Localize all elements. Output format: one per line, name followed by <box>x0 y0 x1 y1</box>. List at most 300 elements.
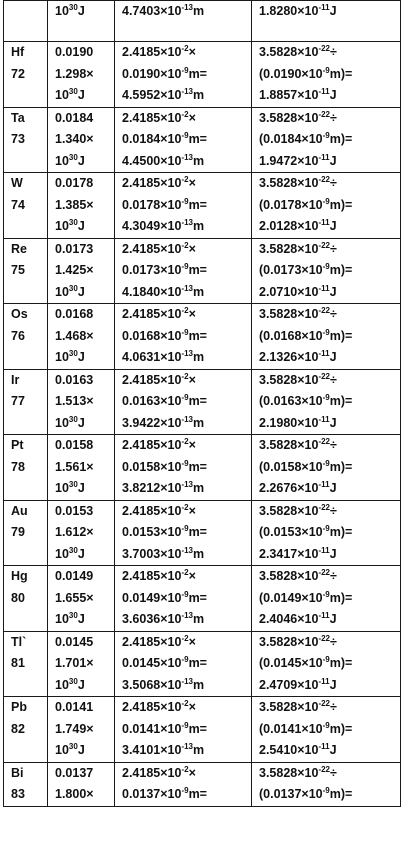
line-text: 2.4185×10 <box>122 307 182 321</box>
line-unit: ÷ <box>330 503 337 518</box>
exponent: 30 <box>68 611 78 620</box>
cell-line <box>259 151 400 173</box>
wavelength-cell <box>115 42 252 108</box>
cell-line <box>55 719 114 741</box>
exponent: 30 <box>68 87 78 96</box>
cell-line <box>122 239 251 261</box>
cell-line <box>122 784 251 806</box>
element-cell <box>4 238 48 304</box>
cell-line <box>259 282 400 304</box>
exponent: -9 <box>181 65 189 75</box>
line-unit: ÷ <box>330 110 337 125</box>
line-unit: × <box>188 110 196 125</box>
cell-line <box>259 544 400 566</box>
exponent: -2 <box>181 44 189 53</box>
line-text: 3.5828×10 <box>259 110 319 125</box>
cell-line <box>55 304 114 326</box>
exponent: -13 <box>181 152 193 162</box>
exponent: -2 <box>181 502 189 512</box>
line-unit: × <box>188 45 196 59</box>
atomic-number: 73 <box>11 132 25 146</box>
line-text: 1.749× <box>55 721 94 736</box>
exponent: -13 <box>181 545 193 555</box>
exponent: -13 <box>181 87 193 96</box>
line-text: 3.5828×10 <box>259 569 319 583</box>
energy-cell <box>252 304 401 370</box>
line-unit: J <box>329 4 337 18</box>
mass-cell <box>48 631 115 697</box>
line-text: 3.5828×10 <box>259 241 319 256</box>
exponent: -9 <box>322 262 330 271</box>
exponent: -13 <box>181 349 193 358</box>
line-text: 0.0184×10 <box>122 132 182 146</box>
cell-line <box>259 108 400 130</box>
exponent: -11 <box>318 87 330 96</box>
line-unit: m)= <box>329 66 353 81</box>
exponent: -2 <box>181 371 189 381</box>
cell-line <box>55 326 114 348</box>
line-unit: J <box>77 219 85 233</box>
line-unit: m= <box>188 394 207 408</box>
line-text: 4.0631×10 <box>122 350 182 364</box>
cell-line <box>259 588 400 610</box>
mass-cell <box>48 238 115 304</box>
element-symbol: Hf <box>11 45 25 59</box>
element-symbol: Hg <box>11 569 28 583</box>
line-unit: J <box>329 219 337 233</box>
atomic-number: 83 <box>11 787 25 801</box>
line-unit: m)= <box>329 590 353 605</box>
exponent: -13 <box>181 742 193 751</box>
cell-line <box>122 719 251 741</box>
atomic-number: 79 <box>11 525 25 539</box>
line-text: 3.8212×10 <box>122 481 182 495</box>
exponent: -22 <box>318 502 330 512</box>
atomic-number: 75 <box>11 263 25 277</box>
line-unit: ÷ <box>330 372 337 387</box>
line-unit: m <box>193 284 205 299</box>
line-text: 1.9472×10 <box>259 153 319 168</box>
line-unit: J <box>329 284 337 299</box>
cell-line <box>122 675 251 697</box>
mass-cell <box>48 304 115 370</box>
line-text: 0.0190 <box>55 45 94 59</box>
cell-line <box>122 1 251 21</box>
line-text: 1.800× <box>55 787 94 801</box>
mass-cell <box>48 1 115 42</box>
cell-line <box>55 216 114 238</box>
exponent: -11 <box>318 3 330 12</box>
exponent: -11 <box>318 676 330 686</box>
line-unit: J <box>329 350 337 364</box>
line-unit: × <box>188 765 196 780</box>
line-text: 10 <box>55 612 69 626</box>
exponent: -9 <box>322 393 330 402</box>
exponent: -9 <box>322 65 330 75</box>
cell-line <box>259 347 400 369</box>
line-text: 2.1980×10 <box>259 415 319 430</box>
mass-cell <box>48 566 115 632</box>
table-row <box>4 107 401 173</box>
cell-line <box>259 42 400 64</box>
line-text: 10 <box>55 284 69 299</box>
cell-line <box>122 740 251 762</box>
exponent: -9 <box>181 196 189 206</box>
element-cell <box>4 762 48 806</box>
cell-line <box>259 260 400 282</box>
exponent: -22 <box>318 633 330 643</box>
line-text: 1.513× <box>55 394 94 408</box>
element-symbol: Pb <box>11 700 27 714</box>
cell-line <box>259 784 400 806</box>
cell-line <box>122 457 251 479</box>
line-unit: m= <box>188 590 207 605</box>
line-unit: m <box>193 546 205 561</box>
cell-line <box>55 588 114 610</box>
element-symbol: Bi <box>11 765 24 780</box>
cell-line <box>55 566 114 588</box>
table-row <box>4 173 401 239</box>
line-unit: m)= <box>329 787 353 801</box>
cell-line <box>55 740 114 762</box>
line-text: 0.0158×10 <box>122 459 182 474</box>
exponent: -9 <box>322 655 330 664</box>
line-unit: ÷ <box>330 176 337 190</box>
exponent: 30 <box>68 283 78 293</box>
line-text: 0.0137 <box>55 765 94 780</box>
line-text: 0.0153×10 <box>122 525 182 539</box>
cell-line <box>122 544 251 566</box>
element-symbol: Re <box>11 241 27 256</box>
line-text: 3.7003×10 <box>122 546 182 561</box>
cell-line <box>55 151 114 173</box>
line-unit: m)= <box>329 328 353 343</box>
cell-line <box>259 740 400 762</box>
exponent: -9 <box>322 720 330 730</box>
exponent: 30 <box>68 349 78 358</box>
exponent: -9 <box>181 720 189 730</box>
line-text: 1.8857×10 <box>259 88 319 102</box>
line-unit: × <box>188 700 196 714</box>
exponent: -22 <box>318 44 330 53</box>
element-symbol <box>11 1 47 21</box>
atomic-number: 76 <box>11 328 25 343</box>
cell-line <box>55 173 114 195</box>
exponent: -2 <box>181 764 189 774</box>
line-unit: J <box>77 88 85 102</box>
line-text: 2.4185×10 <box>122 700 182 714</box>
line-text: 0.0145 <box>55 634 94 649</box>
line-text: (0.0190×10 <box>259 66 323 81</box>
line-unit: J <box>77 415 85 430</box>
line-unit: ÷ <box>330 307 337 321</box>
element-symbol: Au <box>11 503 28 518</box>
line-text: (0.0158×10 <box>259 459 323 474</box>
exponent: -13 <box>181 283 193 293</box>
exponent: -9 <box>181 589 189 599</box>
wavelength-cell <box>115 238 252 304</box>
table-row <box>4 42 401 108</box>
line-text: 0.0184 <box>55 110 94 125</box>
cell-line <box>55 64 114 86</box>
line-unit: m <box>193 677 205 692</box>
mass-cell <box>48 697 115 763</box>
line-text: 2.4185×10 <box>122 45 182 59</box>
table-body <box>4 1 401 807</box>
line-text: 4.1840×10 <box>122 284 182 299</box>
cell-line <box>55 85 114 107</box>
line-text: 10 <box>55 153 69 168</box>
line-text: 0.0137×10 <box>122 787 182 801</box>
line-unit: ÷ <box>330 700 337 714</box>
line-unit: J <box>329 88 337 102</box>
line-unit: × <box>188 503 196 518</box>
line-text: 3.5828×10 <box>259 634 319 649</box>
line-unit: J <box>329 612 337 626</box>
line-text: 0.0141×10 <box>122 721 182 736</box>
cell-line <box>259 129 400 151</box>
cell-line <box>259 566 400 588</box>
exponent: -13 <box>181 218 193 227</box>
exponent: -9 <box>181 327 189 337</box>
line-unit: m= <box>188 525 207 539</box>
line-text: 3.5828×10 <box>259 503 319 518</box>
exponent: -22 <box>318 568 330 577</box>
exponent: -11 <box>318 545 330 555</box>
cell-line <box>55 347 114 369</box>
exponent: -11 <box>318 218 330 227</box>
line-text: 2.4185×10 <box>122 765 182 780</box>
line-text: (0.0149×10 <box>259 590 323 605</box>
line-unit: m= <box>188 197 207 212</box>
line-text: 2.4185×10 <box>122 438 182 452</box>
line-text: 0.0153 <box>55 503 94 518</box>
cell-line <box>122 326 251 348</box>
cell-line <box>122 478 251 500</box>
table-row <box>4 631 401 697</box>
element-cell <box>4 42 48 108</box>
line-text: 2.0710×10 <box>259 284 319 299</box>
atomic-number: 74 <box>11 197 25 212</box>
cell-line <box>122 566 251 588</box>
mass-cell <box>48 42 115 108</box>
line-text: 3.5828×10 <box>259 438 319 452</box>
line-text: 0.0178×10 <box>122 197 182 212</box>
cell-line <box>55 609 114 631</box>
cell-line <box>122 391 251 413</box>
cell-line <box>259 370 400 392</box>
line-text: 0.0141 <box>55 700 94 714</box>
line-text: (0.0153×10 <box>259 525 323 539</box>
exponent: -2 <box>181 437 189 446</box>
mass-cell <box>48 762 115 806</box>
cell-line <box>122 763 251 785</box>
line-text: (0.0184×10 <box>259 132 323 146</box>
line-text: (0.0137×10 <box>259 787 323 801</box>
exponent: -9 <box>322 524 330 533</box>
cell-line <box>55 239 114 261</box>
atomic-number: 77 <box>11 394 25 408</box>
cell-line <box>259 435 400 457</box>
wavelength-cell <box>115 173 252 239</box>
exponent: -11 <box>318 414 330 424</box>
cell-line <box>259 609 400 631</box>
cell-line <box>55 1 114 21</box>
line-text: 2.4185×10 <box>122 372 182 387</box>
cell-line <box>259 763 400 785</box>
cell-line <box>259 304 400 326</box>
calculation-table <box>3 0 401 807</box>
line-unit: m <box>193 350 205 364</box>
exponent: 30 <box>68 3 78 12</box>
line-text: 4.3049×10 <box>122 219 182 233</box>
line-text: 10 <box>55 546 69 561</box>
element-symbol: Ir <box>11 372 20 387</box>
line-text: 2.4709×10 <box>259 677 319 692</box>
line-text: 1.655× <box>55 590 94 605</box>
cell-line <box>259 391 400 413</box>
cell-line <box>122 304 251 326</box>
line-unit: × <box>188 372 196 387</box>
exponent: -9 <box>322 196 330 206</box>
cell-line <box>259 522 400 544</box>
line-text: (0.0178×10 <box>259 197 323 212</box>
line-unit: J <box>77 612 85 626</box>
exponent: -9 <box>181 262 189 271</box>
cell-line <box>122 413 251 435</box>
cell-line <box>55 544 114 566</box>
cell-line <box>122 216 251 238</box>
exponent: 30 <box>68 218 78 227</box>
cell-line <box>55 522 114 544</box>
cell-line <box>55 108 114 130</box>
cell-line <box>122 173 251 195</box>
cell-line <box>55 675 114 697</box>
line-unit: m= <box>188 328 207 343</box>
line-text: 2.3417×10 <box>259 546 319 561</box>
line-unit: m <box>193 481 205 495</box>
line-unit: J <box>77 677 85 692</box>
line-text: 0.0168 <box>55 307 94 321</box>
element-cell <box>4 173 48 239</box>
line-text: 2.0128×10 <box>259 219 319 233</box>
line-text: 0.0149×10 <box>122 590 182 605</box>
cell-line <box>55 195 114 217</box>
exponent: 30 <box>68 414 78 424</box>
line-text: 10 <box>55 4 69 18</box>
element-cell <box>4 369 48 435</box>
wavelength-cell <box>115 435 252 501</box>
exponent: -13 <box>181 480 193 489</box>
exponent: -11 <box>318 152 330 162</box>
line-unit: ÷ <box>330 438 337 452</box>
cell-line <box>122 588 251 610</box>
line-text: 3.5828×10 <box>259 45 319 59</box>
cell-line <box>55 413 114 435</box>
line-text: (0.0163×10 <box>259 394 323 408</box>
line-text: 3.5828×10 <box>259 307 319 321</box>
energy-cell <box>252 173 401 239</box>
line-text: 3.4101×10 <box>122 743 182 757</box>
element-symbol: W <box>11 176 23 190</box>
table-row <box>4 304 401 370</box>
energy-cell <box>252 1 401 42</box>
line-unit: m= <box>188 66 207 81</box>
cell-line <box>259 239 400 261</box>
element-cell <box>4 500 48 566</box>
line-text: 0.0178 <box>55 176 94 190</box>
element-symbol: Ta <box>11 110 25 125</box>
line-text: 0.0163 <box>55 372 94 387</box>
line-text: 3.9422×10 <box>122 415 182 430</box>
table-row <box>4 762 401 806</box>
cell-line <box>55 435 114 457</box>
exponent: -2 <box>181 175 189 184</box>
wavelength-cell <box>115 697 252 763</box>
cell-line <box>122 435 251 457</box>
wavelength-cell <box>115 631 252 697</box>
exponent: -9 <box>322 458 330 468</box>
exponent: -9 <box>181 786 189 795</box>
line-text: (0.0141×10 <box>259 721 323 736</box>
line-text: 4.7403×10 <box>122 4 182 18</box>
line-unit: J <box>77 284 85 299</box>
element-cell <box>4 566 48 632</box>
energy-cell <box>252 369 401 435</box>
line-unit: m)= <box>329 263 353 277</box>
cell-line <box>259 675 400 697</box>
cell-line <box>55 632 114 654</box>
line-text: 2.2676×10 <box>259 481 319 495</box>
table-row <box>4 500 401 566</box>
line-unit: m= <box>188 787 207 801</box>
cell-line <box>55 697 114 719</box>
line-unit: J <box>77 743 85 757</box>
cell-line <box>122 64 251 86</box>
line-unit: m)= <box>329 197 353 212</box>
line-text: 2.4185×10 <box>122 503 182 518</box>
exponent: -13 <box>181 676 193 686</box>
line-unit: × <box>188 438 196 452</box>
line-unit: J <box>329 153 337 168</box>
wavelength-cell <box>115 566 252 632</box>
exponent: -2 <box>181 568 189 577</box>
exponent: -13 <box>181 414 193 424</box>
line-text: 2.4185×10 <box>122 176 182 190</box>
element-cell <box>4 697 48 763</box>
line-text: 2.4185×10 <box>122 634 182 649</box>
line-text: 1.425× <box>55 263 94 277</box>
cell-line <box>259 326 400 348</box>
line-text: 10 <box>55 415 69 430</box>
mass-cell <box>48 369 115 435</box>
line-unit: × <box>188 241 196 256</box>
cell-line <box>55 478 114 500</box>
wavelength-cell <box>115 500 252 566</box>
line-text: 10 <box>55 219 69 233</box>
atomic-number: 81 <box>11 656 25 670</box>
cell-line <box>55 457 114 479</box>
line-unit: m)= <box>329 525 353 539</box>
line-unit: × <box>188 307 196 321</box>
line-unit: ÷ <box>330 241 337 256</box>
line-unit: m <box>193 743 205 757</box>
exponent: -22 <box>318 699 330 708</box>
exponent: -22 <box>318 764 330 774</box>
line-text: (0.0145×10 <box>259 656 323 670</box>
line-text: 3.5828×10 <box>259 176 319 190</box>
atomic-number: 78 <box>11 459 25 474</box>
